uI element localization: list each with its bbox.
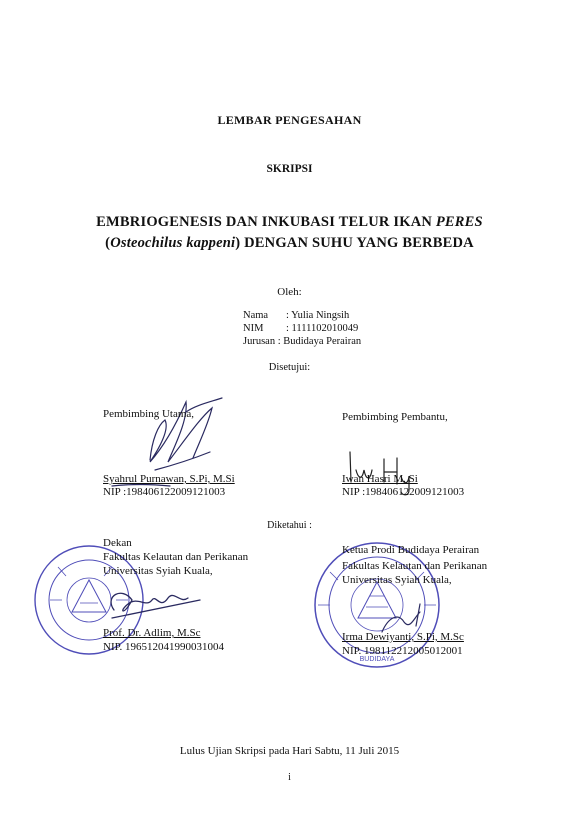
assistant-supervisor-role: Pembimbing Pembantu, bbox=[342, 411, 448, 423]
seal-right-bottom-label: BUDIDAYA bbox=[359, 656, 395, 663]
document-heading: LEMBAR PENGESAHAN bbox=[217, 113, 362, 127]
assistant-supervisor-name: Iwan Hasri M. Si bbox=[342, 473, 418, 485]
title-open-paren: ( bbox=[105, 235, 111, 251]
by-label: Oleh: bbox=[277, 286, 302, 298]
main-supervisor-nip: NIP :198406122009121003 bbox=[103, 486, 226, 498]
known-label: Diketahui : bbox=[267, 520, 312, 531]
name-value: : Yulia Ningsih bbox=[286, 310, 350, 321]
dean-university: Universitas Syiah Kuala, bbox=[103, 565, 213, 577]
exam-pass-statement: Lulus Ujian Skripsi pada Hari Sabtu, 11 Juli 2015 bbox=[179, 745, 400, 757]
approved-label: Disetujui: bbox=[268, 362, 311, 373]
dean-nip: NIP. 196512041990031004 bbox=[103, 641, 225, 653]
program-head-nip: NIP. 198112212005012001 bbox=[342, 645, 463, 657]
document-subheading: SKRIPSI bbox=[266, 163, 313, 175]
main-supervisor-role: Pembimbing Utama, bbox=[103, 408, 195, 420]
assistant-supervisor-nip: NIP :198406122009121003 bbox=[342, 486, 465, 498]
title-main: EMBRIOGENESIS DAN INKUBASI TELUR IKAN bbox=[96, 214, 436, 230]
signature-dean bbox=[111, 593, 200, 618]
department-value: : Budidaya Perairan bbox=[277, 336, 362, 347]
program-head-university: Universitas Syiah Kuala, bbox=[342, 574, 452, 586]
program-head-name: Irma Dewiyanti, S.Pi, M.Sc bbox=[342, 631, 464, 643]
dean-name: Prof. Dr. Adlim, M.Sc bbox=[103, 627, 201, 639]
dean-faculty: Fakultas Kelautan dan Perikanan bbox=[103, 551, 249, 563]
program-head-faculty: Fakultas Kelautan dan Perikanan bbox=[342, 560, 488, 572]
title-rest: ) DENGAN SUHU YANG BERBEDA bbox=[235, 235, 474, 251]
page-number: i bbox=[288, 772, 291, 783]
name-label: Nama bbox=[243, 310, 269, 321]
dean-role: Dekan bbox=[103, 537, 132, 549]
program-head-role: Ketua Prodi Budidaya Perairan bbox=[342, 544, 480, 556]
main-supervisor-name: Syahrul Purnawan, S.Pi, M.Si bbox=[103, 473, 235, 485]
title-species: Osteochilus kappeni bbox=[110, 235, 236, 251]
nim-value: : 1111102010049 bbox=[286, 323, 359, 334]
nim-label: NIM bbox=[243, 323, 264, 334]
title-italic-peres: PERES bbox=[435, 214, 483, 230]
department-label: Jurusan bbox=[243, 336, 276, 347]
